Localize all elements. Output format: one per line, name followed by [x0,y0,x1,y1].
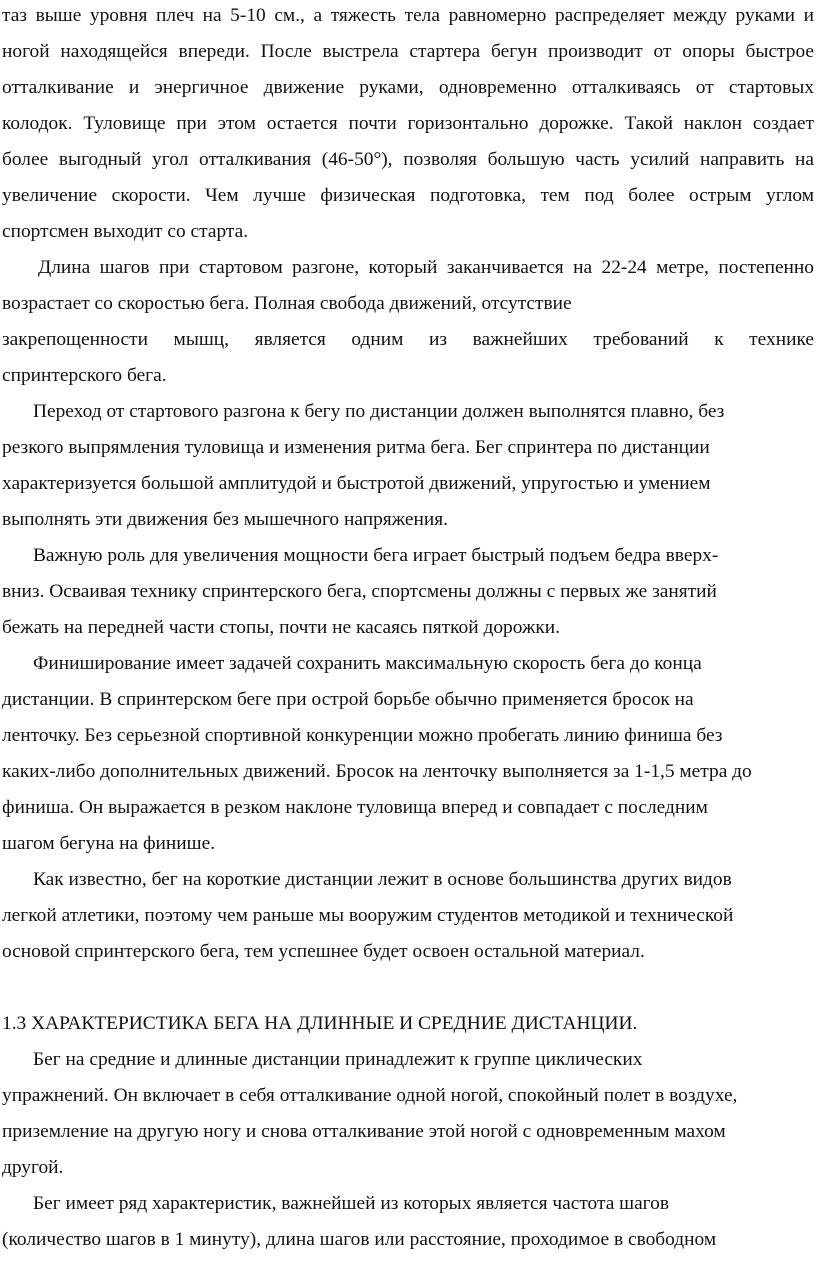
text-line: Бег имеет ряд характеристик, важнейшей из которых является частота шагов [33,1193,670,1214]
text-line: шагом бегуна на финише. [2,833,216,854]
section-heading: 1.3 ХАРАКТЕРИСТИКА БЕГА НА ДЛИННЫЕ И СРЕДНИЕ ДИСТАНЦИИ. [2,1013,638,1034]
text-line: дистанции. В спринтерском беге при острой борьбе обычно применяется бросок на [2,689,694,710]
text-line: Как известно, бег на короткие дистанции лежит в основе большинства других видов [33,869,732,890]
text-line: Важную роль для увеличения мощности бега играет быстрый подъем бедра вверх- [33,545,719,566]
text-line: (количество шагов в 1 минуту), длина шагов или расстояние, проходимое в свободном [2,1229,717,1250]
text-line: легкой атлетики, поэтому чем раньше мы вооружим студентов методикой и технической [2,905,734,926]
text-line: ленточку. Без серьезной спортивной конкуренции можно пробегать линию финиша без [2,725,723,746]
text-line: каких-либо дополнительных движений. Бросок на ленточку выполняется за 1-1,5 метра до [2,761,752,782]
text-line: возрастает со скоростью бега. Полная свобода движений, отсутствие [2,293,572,314]
text-line: отталкивание и энергичное движение руками, одновременно отталкиваясь от стартовых [2,77,814,98]
text-line: колодок. Туловище при этом остается почти горизонтально дорожке. Такой наклон создает [2,113,814,134]
text-line: Переход от стартового разгона к бегу по дистанции должен выполнятся плавно, без [33,401,725,422]
text-line: закрепощенности мышц, является одним из важнейших требований к технике [2,329,814,350]
text-line: Финиширование имеет задачей сохранить максимальную скорость бега до конца [33,653,702,674]
text-line: увеличение скорости. Чем лучше физическая подготовка, тем под более острым углом [2,185,814,206]
text-line: финиша. Он выражается в резком наклоне туловища вперед и совпадает с последним [2,797,708,818]
text-line: выполнять эти движения без мышечного напряжения. [2,509,448,530]
text-line: Бег на средние и длинные дистанции принадлежит к группе циклических [33,1049,643,1070]
text-line: упражнений. Он включает в себя отталкивание одной ногой, спокойный полет в воздухе, [2,1085,738,1106]
text-line: вниз. Осваивая технику спринтерского бега, спортсмены должны с первых же занятий [2,581,717,602]
text-line: таз выше уровня плеч на 5-10 см., а тяжесть тела равномерно распределяет между руками и [2,5,814,26]
text-line: другой. [2,1157,64,1178]
text-line: спортсмен выходит со старта. [2,221,249,242]
text-line: основой спринтерского бега, тем успешнее будет освоен остальной материал. [2,941,645,962]
text-line: ногой находящейся впереди. После выстрела стартера бегун производит от опоры быстрое [2,41,814,62]
text-line: характеризуется большой амплитудой и быстротой движений, упругостью и умением [2,473,711,494]
text-line: резкого выпрямления туловища и изменения ритма бега. Бег спринтера по дистанции [2,437,710,458]
text-line: Длина шагов при стартовом разгоне, который заканчивается на 22-24 метре, постепенно [38,257,814,278]
text-line: спринтерского бега. [2,365,167,386]
text-line: бежать на передней части стопы, почти не касаясь пяткой дорожки. [2,617,560,638]
text-line: более выгодный угол отталкивания (46-50°), позволяя большую часть усилий направить на [2,149,814,170]
text-line: приземление на другую ногу и снова отталкивание этой ногой с одновременным махом [2,1121,726,1142]
